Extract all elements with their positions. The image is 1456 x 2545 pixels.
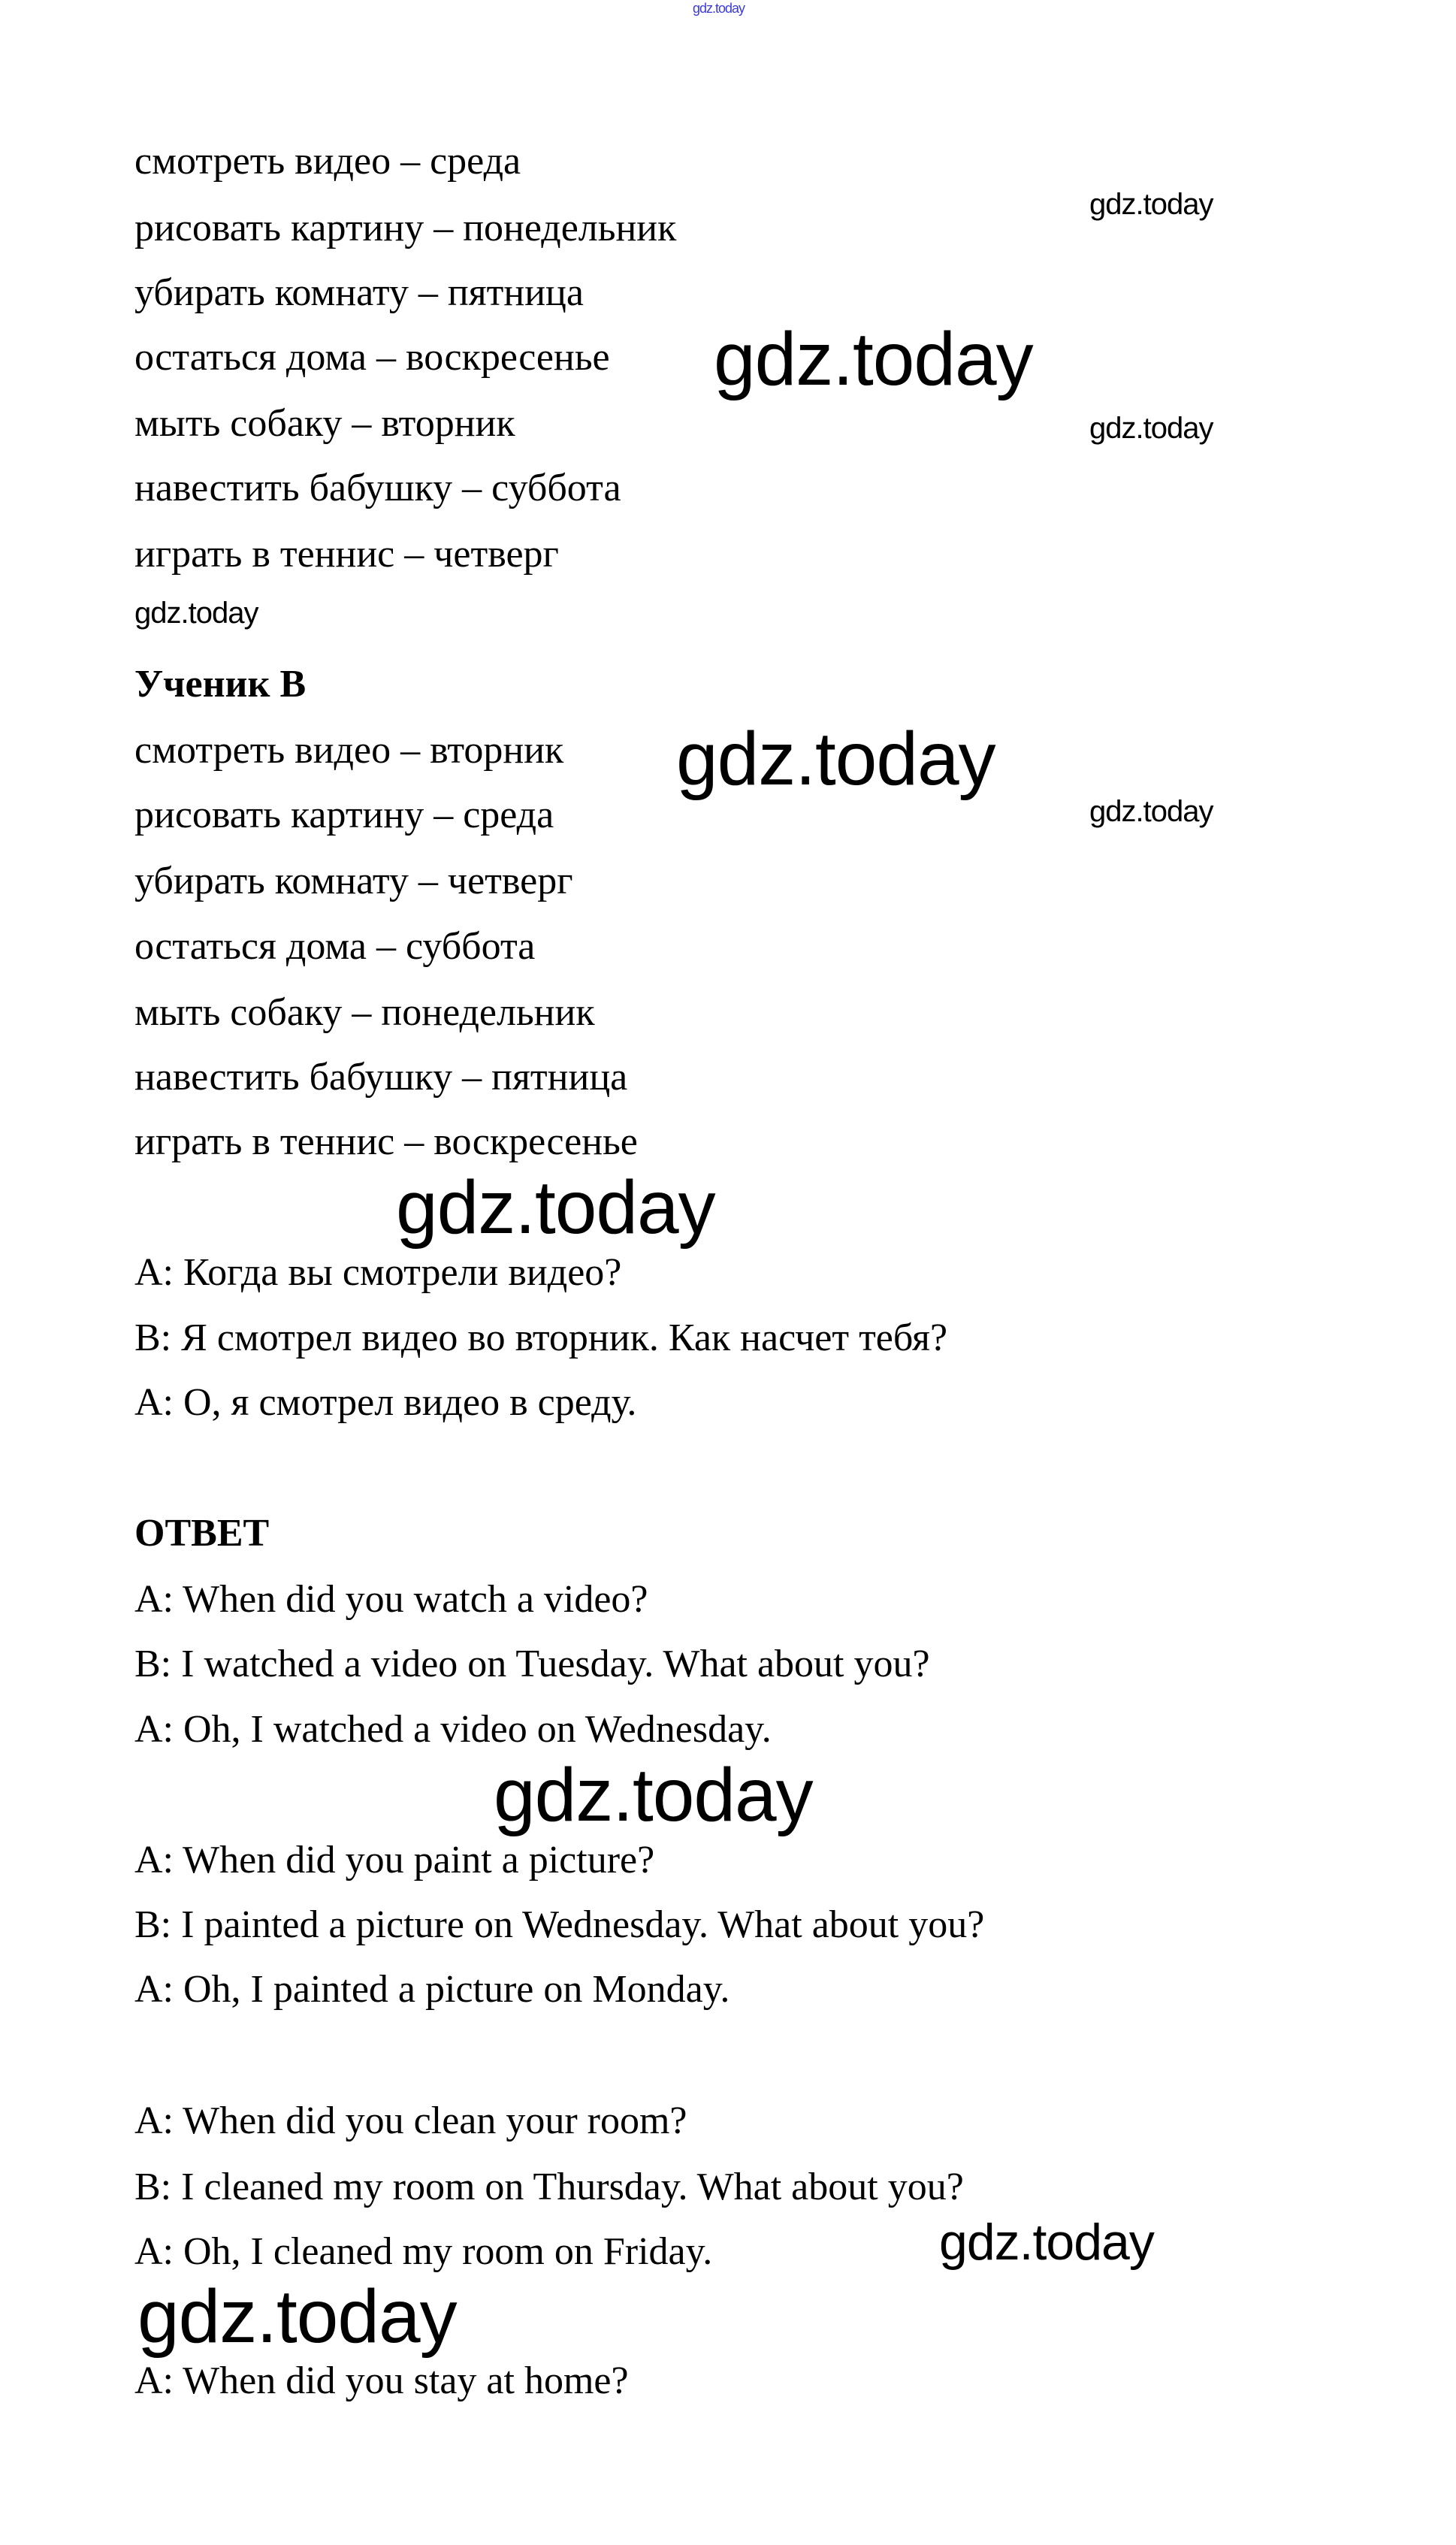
list-item: остаться дома – воскресенье bbox=[134, 336, 610, 379]
list-item: рисовать картину – среда bbox=[134, 793, 554, 836]
watermark: gdz.today bbox=[693, 1, 745, 16]
watermark: gdz.today bbox=[494, 1753, 813, 1837]
dialogue-line: A: When did you watch a video? bbox=[134, 1578, 648, 1621]
watermark: gdz.today bbox=[939, 2214, 1154, 2271]
list-item: смотреть видео – вторник bbox=[134, 729, 564, 772]
student-b-heading: Ученик B bbox=[134, 663, 307, 706]
list-item: остаться дома – суббота bbox=[134, 925, 536, 968]
watermark: gdz.today bbox=[137, 2274, 457, 2359]
dialogue-line: A: О, я смотрел видео в среду. bbox=[134, 1381, 637, 1424]
list-item: навестить бабушку – пятница bbox=[134, 1056, 628, 1099]
watermark: gdz.today bbox=[134, 597, 258, 630]
list-item: играть в теннис – четверг bbox=[134, 533, 559, 576]
list-item: играть в теннис – воскресенье bbox=[134, 1120, 638, 1163]
answer-heading: ОТВЕТ bbox=[134, 1512, 270, 1555]
dialogue-line: A: Oh, I watched a video on Wednesday. bbox=[134, 1708, 772, 1751]
list-item: рисовать картину – понедельник bbox=[134, 207, 677, 249]
watermark: gdz.today bbox=[396, 1165, 715, 1250]
list-item: убирать комнату – четверг bbox=[134, 860, 573, 902]
watermark: gdz.today bbox=[714, 317, 1033, 401]
dialogue-line: B: I painted a picture on Wednesday. What about you? bbox=[134, 1903, 985, 1946]
watermark: gdz.today bbox=[1089, 795, 1213, 828]
dialogue-line: B: Я смотрел видео во вторник. Как насчет тебя? bbox=[134, 1316, 948, 1359]
watermark: gdz.today bbox=[676, 717, 995, 801]
dialogue-line: A: Oh, I cleaned my room on Friday. bbox=[134, 2230, 713, 2273]
list-item: мыть собаку – понедельник bbox=[134, 991, 595, 1034]
dialogue-line: B: I cleaned my room on Thursday. What about you? bbox=[134, 2166, 964, 2208]
watermark: gdz.today bbox=[1089, 412, 1213, 445]
dialogue-line: A: Когда вы смотрели видео? bbox=[134, 1251, 622, 1294]
list-item: навестить бабушку – суббота bbox=[134, 467, 621, 509]
dialogue-line: B: I watched a video on Tuesday. What about you? bbox=[134, 1643, 930, 1685]
dialogue-line: A: Oh, I painted a picture on Monday. bbox=[134, 1968, 730, 2011]
watermark: gdz.today bbox=[1089, 188, 1213, 221]
dialogue-line: A: When did you paint a picture? bbox=[134, 1839, 655, 1882]
list-item: убирать комнату – пятница bbox=[134, 271, 584, 314]
list-item: смотреть видео – среда bbox=[134, 140, 521, 183]
dialogue-line: A: When did you clean your room? bbox=[134, 2099, 687, 2142]
dialogue-line: A: When did you stay at home? bbox=[134, 2359, 629, 2402]
list-item: мыть собаку – вторник bbox=[134, 402, 515, 445]
